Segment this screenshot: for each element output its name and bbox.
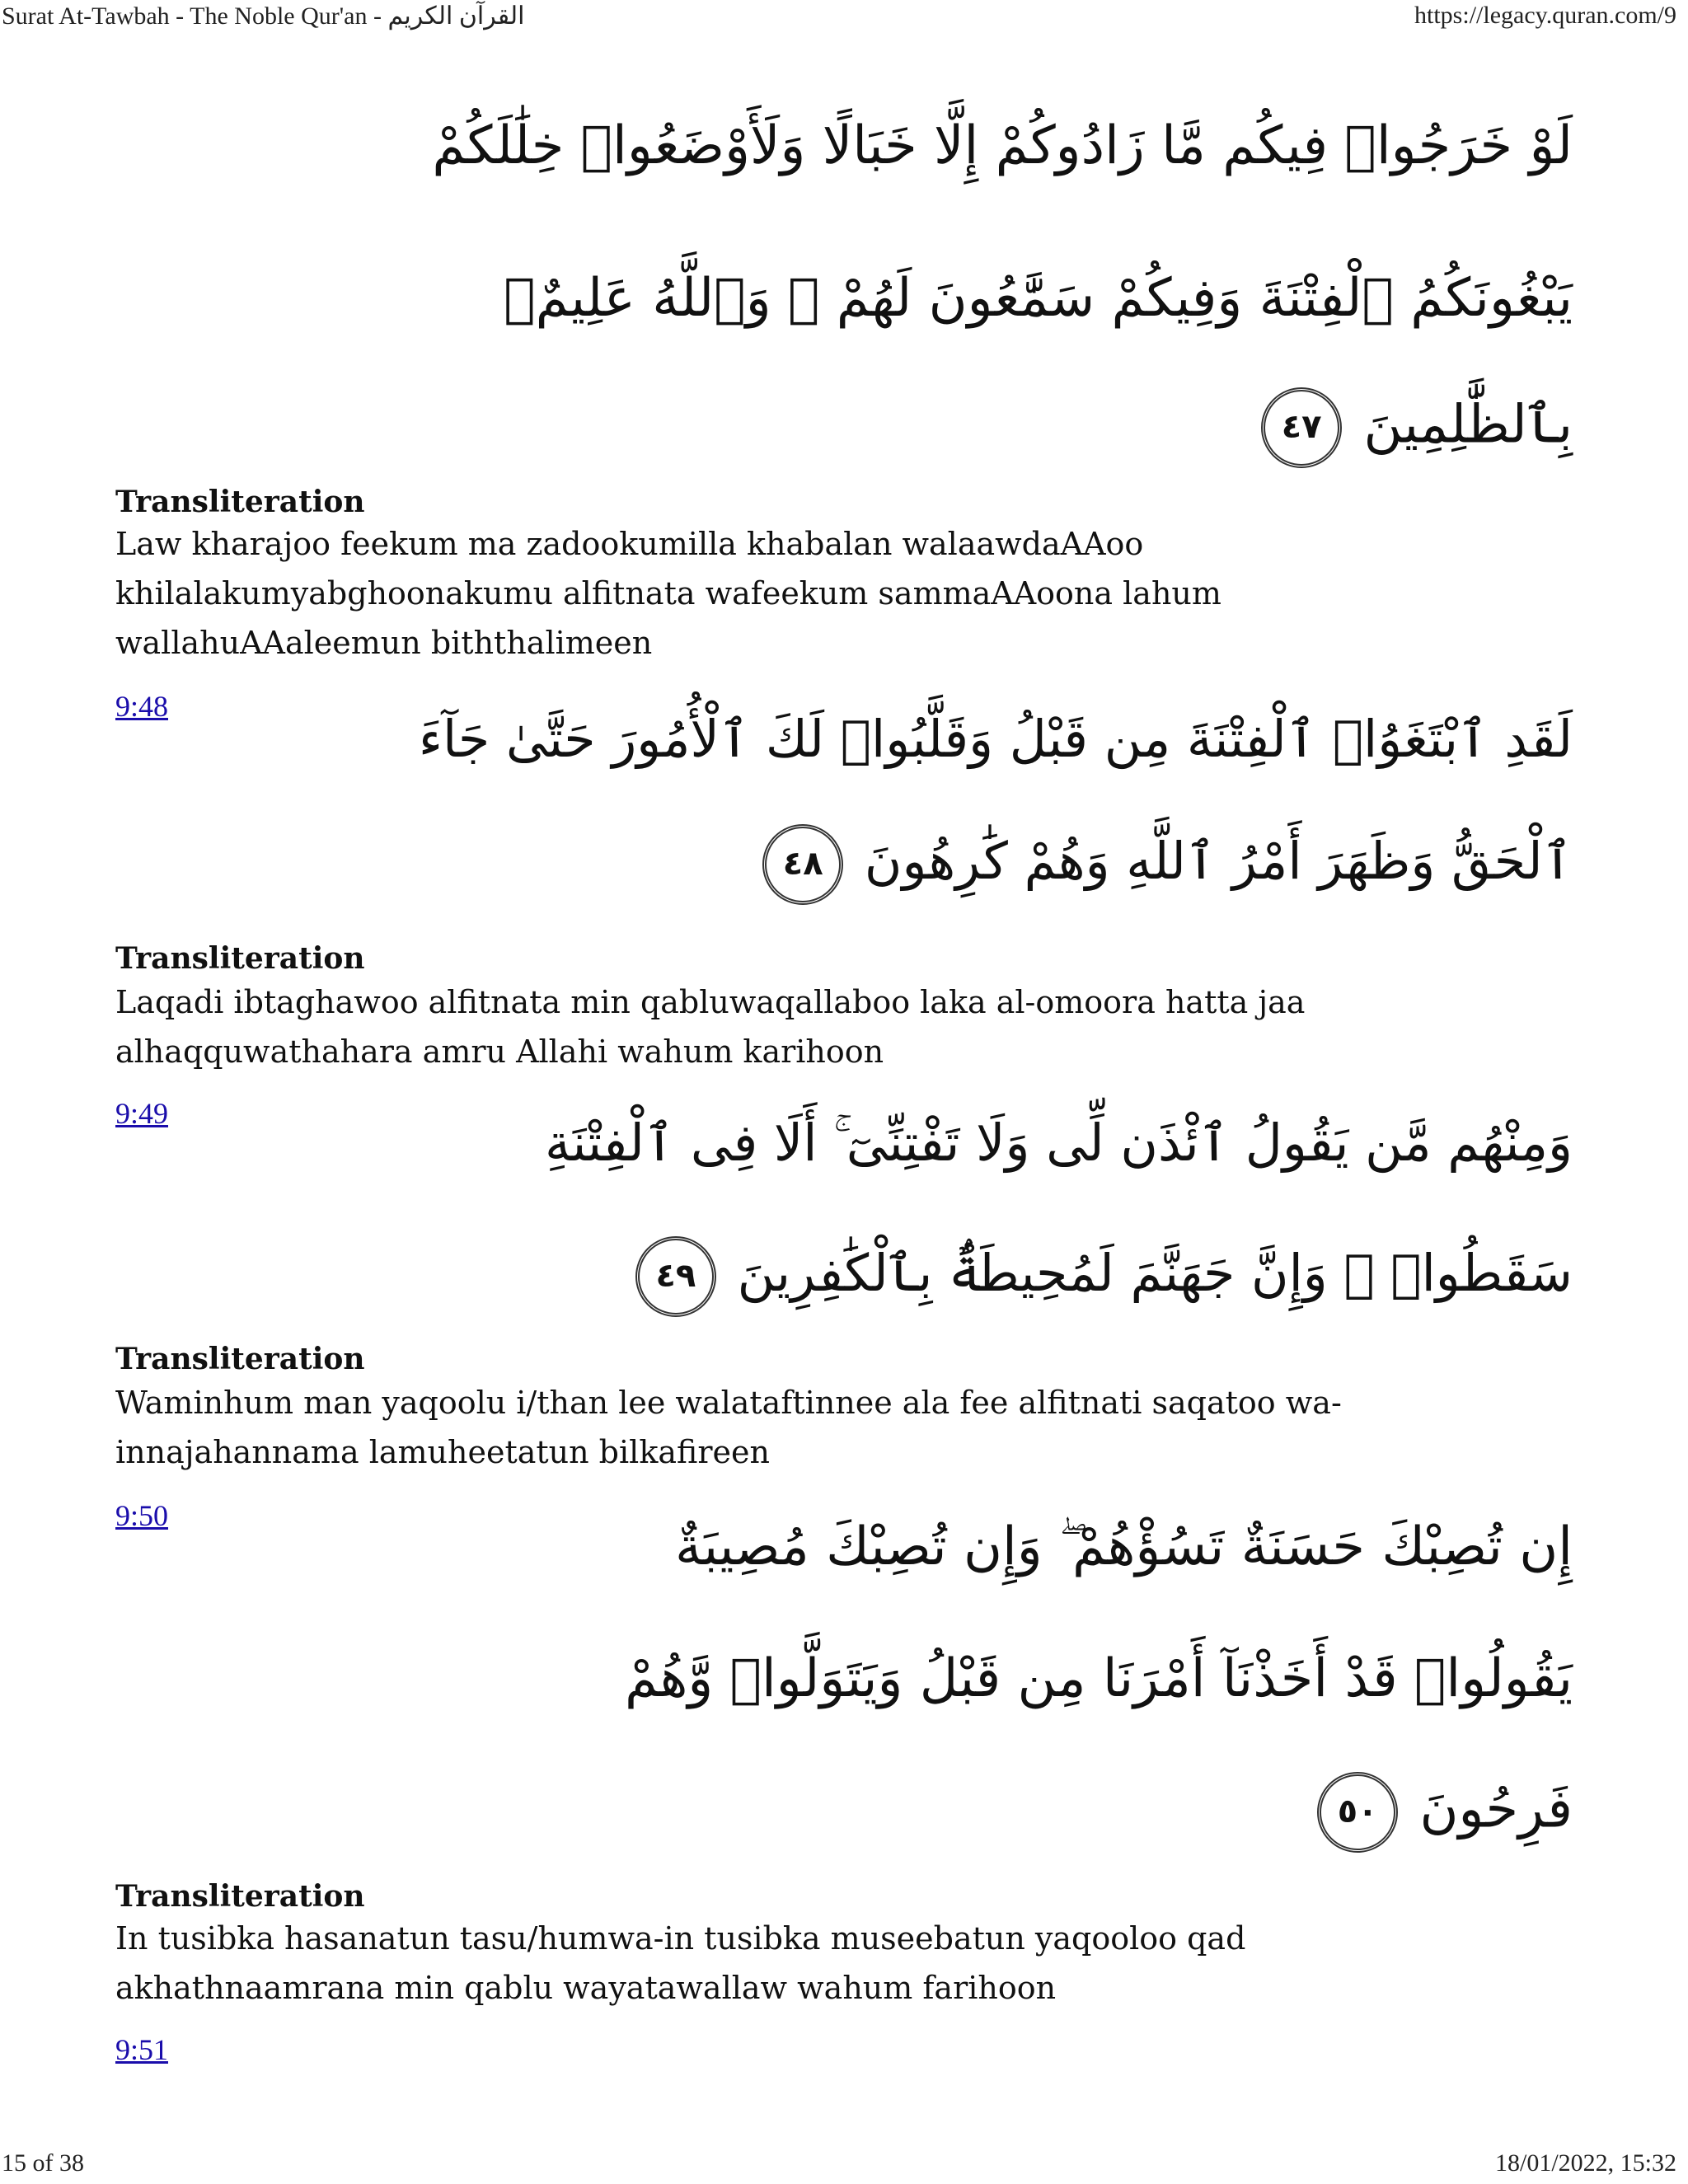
print-header	[0, 2, 1688, 35]
verse-48-transliteration: Laqadi ibtaghawoo alfitnata min qabluwaqallaboo laka al-omoora hatta jaa alhaqquwathahara amru Allahi wahum karihoon	[115, 984, 1306, 1070]
transliteration-label: Transliteration	[115, 941, 365, 976]
transliteration-label: Transliteration	[115, 1879, 365, 1914]
transliteration-label: Transliteration	[115, 1342, 365, 1376]
verse-50-arabic-line-1: إِن تُصِبْكَ حَسَنَةٌ تَسُؤْهُمْ ۖ وَإِن تُصِبْكَ مُصِيبَةٌ	[675, 1516, 1573, 1577]
verse-50-arabic-text: فَرِحُونَ	[1419, 1779, 1573, 1840]
print-datetime: 18/01/2022, 15:32	[1494, 2149, 1676, 2177]
verse-47-arabic-line-2: يَبْغُونَكُمُ ٱلْفِتْنَةَ وَفِيكُمْ سَمَّٰعُونَ لَهُمْ ۗ وَٱللَّهُ عَلِيمٌۢ	[504, 268, 1573, 329]
verse-50-arabic-line-3	[1312, 1772, 1573, 1853]
transliteration-label: Transliteration	[115, 485, 365, 519]
print-footer	[0, 2149, 1688, 2182]
page-title: Surat At-Tawbah - The Noble Qur'an - القرآن الكريم	[2, 2, 525, 30]
verse-47-arabic-line-3	[1256, 387, 1573, 468]
verse-link-9-49[interactable]: 9:49	[115, 1097, 169, 1130]
verse-49-arabic-line-1: وَمِنْهُم مَّن يَقُولُ ٱئْذَن لِّى وَلَا تَفْتِنِّىٓ ۚ أَلَا فِى ٱلْفِتْنَةِ	[544, 1113, 1573, 1173]
verse-link-9-51[interactable]: 9:51	[115, 2033, 169, 2066]
verse-49-arabic-line-2	[631, 1236, 1573, 1317]
verse-number-medallion-47: ٤٧	[1261, 387, 1342, 468]
verse-48-arabic-text: ٱلْحَقُّ وَظَهَرَ أَمْرُ ٱللَّهِ وَهُمْ كَٰرِهُونَ	[864, 831, 1573, 892]
verse-47-arabic-line-1: لَوْ خَرَجُوا۟ فِيكُم مَّا زَادُوكُمْ إِلَّا خَبَالًا وَلَأَوْضَعُوا۟ خِلَٰلَكُمْ	[432, 115, 1573, 176]
page-url: https://legacy.quran.com/9	[1414, 2, 1676, 29]
verse-link-9-48[interactable]: 9:48	[115, 690, 169, 723]
verse-50-arabic-line-2: يَقُولُوا۟ قَدْ أَخَذْنَآ أَمْرَنَا مِن قَبْلُ وَيَتَوَلَّوا۟ وَّهُمْ	[625, 1648, 1573, 1709]
verse-number-medallion-50: ٥٠	[1317, 1772, 1398, 1853]
page-count: 15 of 38	[2, 2149, 84, 2177]
verse-47-arabic-text: بِٱلظَّٰلِمِينَ	[1363, 394, 1573, 456]
verse-48-arabic-line-2	[757, 824, 1573, 905]
verse-48-arabic-line-1: لَقَدِ ٱبْتَغَوُا۟ ٱلْفِتْنَةَ مِن قَبْلُ وَقَلَّبُوا۟ لَكَ ٱلْأُمُورَ حَتَّىٰ جَآءَ	[418, 709, 1573, 769]
verse-number-medallion-49: ٤٩	[635, 1236, 716, 1317]
verse-link-9-50[interactable]: 9:50	[115, 1499, 169, 1532]
verse-49-transliteration: Waminhum man yaqoolu i/than lee walataftinnee ala fee alfitnati saqatoo wa-innajahannama lamuheetatun bilkafireen	[115, 1385, 1342, 1470]
verse-47-transliteration: Law kharajoo feekum ma zadookumilla khabalan walaawdaAAoo khilalakumyabghoonakumu alfitnata wafeekum sammaAAoona lahum wallahuAAaleemun biththalimeen	[115, 526, 1221, 661]
verse-50-transliteration: In tusibka hasanatun tasu/humwa-in tusibka museebatun yaqooloo qad akhathnaamrana min qablu wayatawallaw wahum farihoon	[115, 1920, 1246, 2006]
verse-number-medallion-48: ٤٨	[762, 824, 843, 905]
verse-49-arabic-text: سَقَطُوا۟ ۗ وَإِنَّ جَهَنَّمَ لَمُحِيطَةٌۢ بِٱلْكَٰفِرِينَ	[737, 1243, 1573, 1304]
